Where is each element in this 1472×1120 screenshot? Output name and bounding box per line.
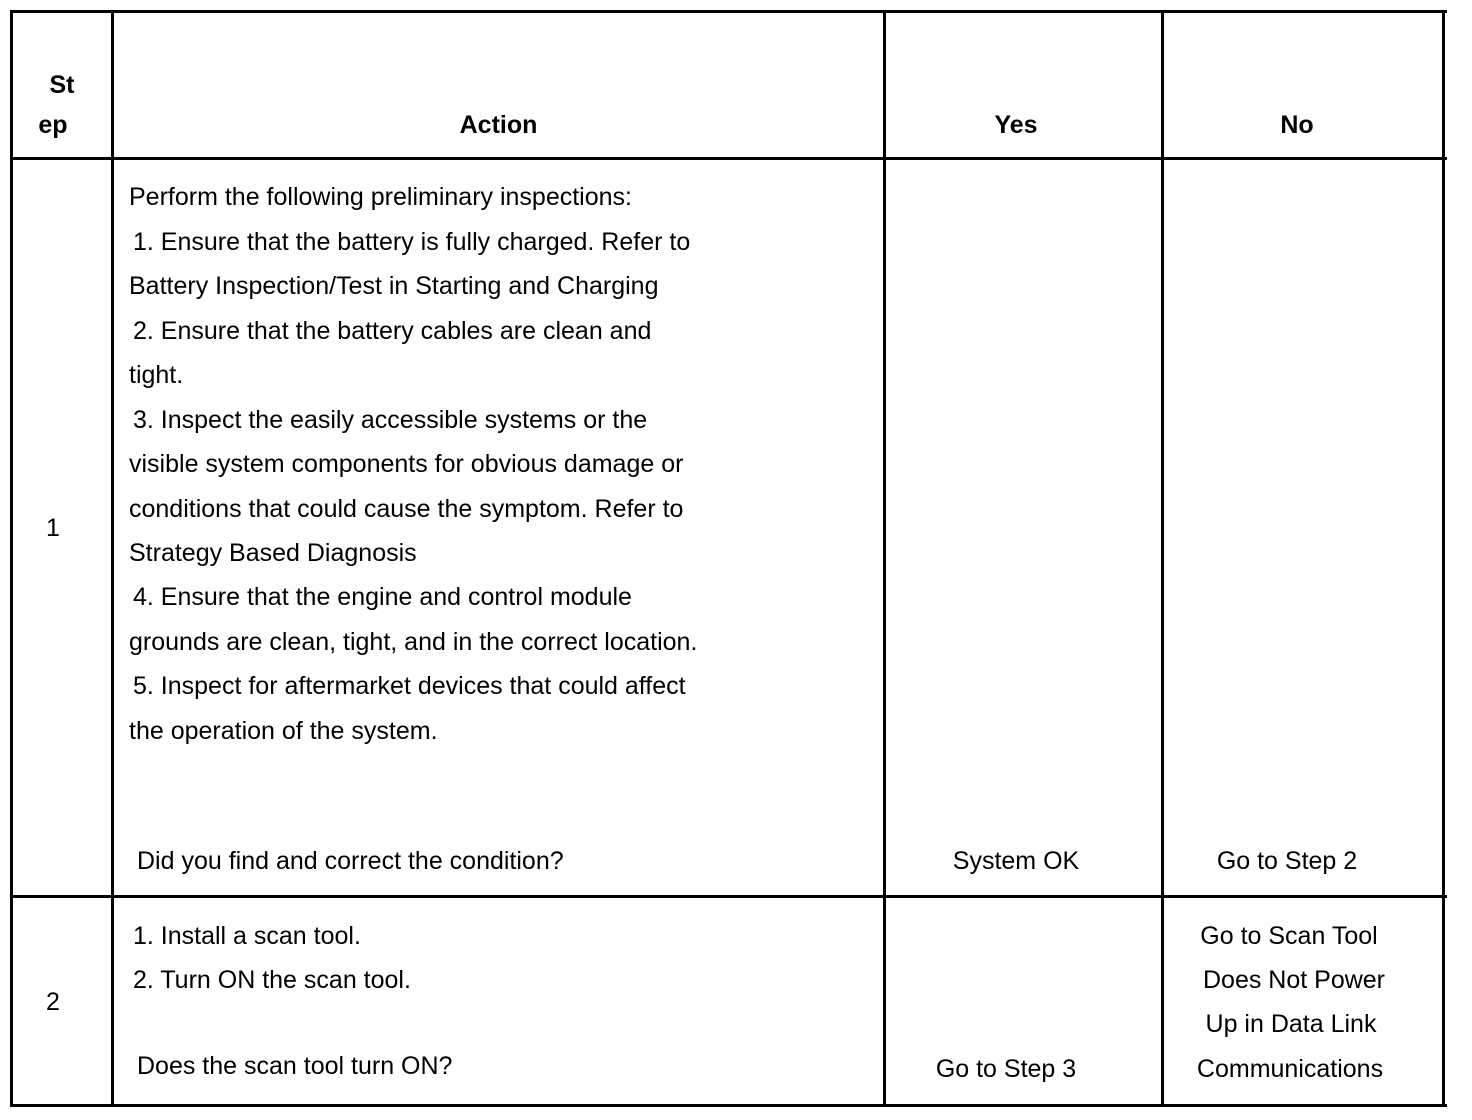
list-item: 2. Ensure that the battery cables are clean and	[133, 317, 652, 345]
header-step-line1: St	[49, 71, 75, 99]
list-item: visible system components for obvious damage or	[129, 450, 684, 478]
list-item: 1. Install a scan tool.	[133, 922, 361, 950]
row2-no-line1: Go to Scan Tool	[1200, 922, 1378, 950]
list-item: Perform the following preliminary inspections:	[129, 183, 632, 211]
header-divider	[10, 157, 1447, 160]
header-action: Action	[459, 111, 538, 139]
list-item: 5. Inspect for aftermarket devices that could affect	[133, 672, 686, 700]
list-item: Battery Inspection/Test in Starting and Charging	[129, 272, 659, 300]
list-item: 1. Ensure that the battery is fully charged. Refer to	[133, 228, 691, 256]
list-item: grounds are clean, tight, and in the correct location.	[129, 628, 698, 656]
row2-yes: Go to Step 3	[935, 1055, 1077, 1083]
row1-step: 1	[46, 514, 60, 542]
row1-question: Did you find and correct the condition?	[137, 847, 564, 875]
list-item: 2. Turn ON the scan tool.	[133, 966, 411, 994]
row1-no: Go to Step 2	[1216, 847, 1358, 875]
list-item: the operation of the system.	[129, 717, 438, 745]
list-item: Strategy Based Diagnosis	[129, 539, 417, 567]
column-divider-action	[883, 10, 886, 1107]
row2-no-line3: Up in Data Link	[1205, 1010, 1377, 1038]
row2-no-line4: Communications	[1196, 1055, 1384, 1083]
header-step-line2: ep	[38, 111, 68, 139]
table-border-left	[10, 10, 13, 1107]
column-divider-step	[111, 10, 114, 1107]
header-yes: Yes	[994, 111, 1038, 139]
table-border-right	[1442, 10, 1445, 1107]
list-item: conditions that could cause the symptom. Refer to	[129, 495, 684, 523]
list-item: 3. Inspect the easily accessible systems or the	[133, 406, 648, 434]
list-item: 4. Ensure that the engine and control module	[133, 583, 632, 611]
table-border-top	[10, 10, 1447, 13]
row1-yes: System OK	[952, 847, 1080, 875]
row2-step: 2	[46, 988, 60, 1016]
row2-no-line2: Does Not Power	[1202, 966, 1386, 994]
list-item: tight.	[129, 361, 184, 389]
header-no: No	[1280, 111, 1314, 139]
row-divider	[10, 895, 1447, 898]
table-border-bottom	[10, 1104, 1447, 1107]
row2-question: Does the scan tool turn ON?	[137, 1052, 453, 1080]
